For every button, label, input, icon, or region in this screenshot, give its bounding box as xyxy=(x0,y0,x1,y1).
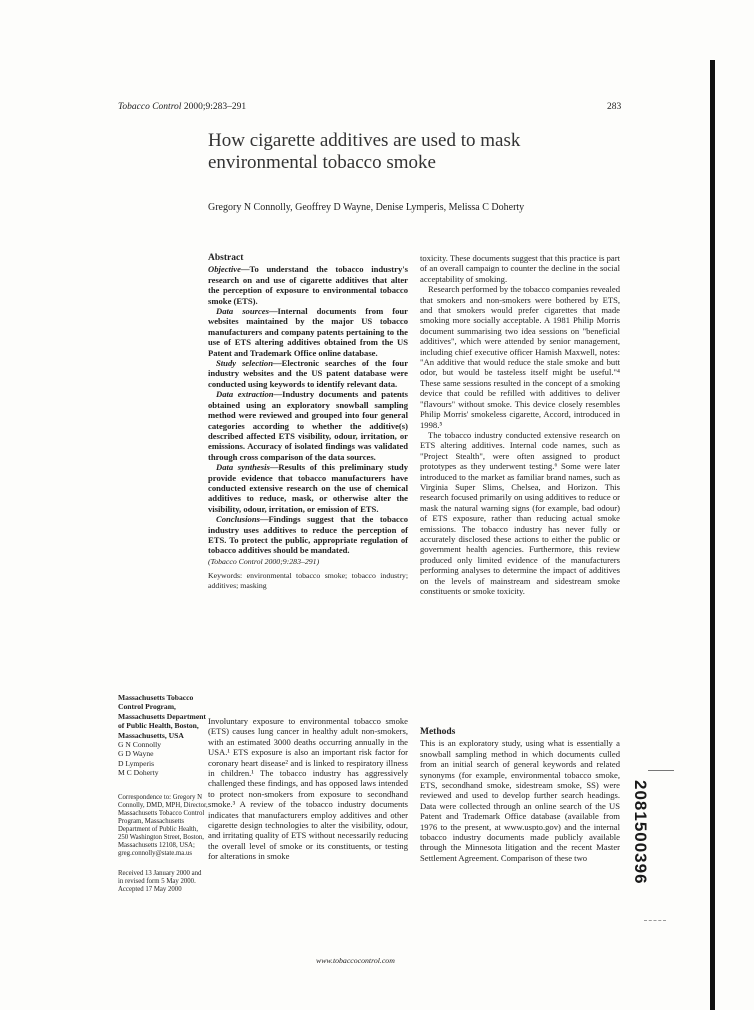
footer-url: www.tobaccocontrol.com xyxy=(316,956,395,965)
abstract-data-sources: Data sources—Internal documents from four websites maintained by the major US tobacco manufacturers and company patents pertaining to the use of ETS altering additives obtained from the US Patent and Trademark Office online database. xyxy=(208,306,408,358)
sidebar-received-dates: Received 13 January 2000 and in revised form 5 May 2000. Accepted 17 May 2000 xyxy=(118,870,202,893)
abstract-citation: (Tobacco Control 2000;9:283–291) xyxy=(208,556,320,566)
author-list: Gregory N Connolly, Geoffrey D Wayne, Denise Lymperis, Melissa C Doherty xyxy=(208,202,525,213)
abstract-data-synthesis: Data synthesis—Results of this preliminary study provide evidence that tobacco manufacturers have conducted extensive research on the use of chemical additives to reduce, mask, or otherwise alter the visibility, odour, irritation, or emission of ETS. xyxy=(208,462,408,514)
abstract-study-selection: Study selection—Electronic searches of the four industry websites and the US patent database were conducted using keywords to identify relevant data. xyxy=(208,358,409,389)
abstract-block xyxy=(208,253,408,591)
body-paragraph: toxicity. These documents suggest that this practice is part of an overall campaign to counter the decline in the social acceptability of smoking. xyxy=(420,253,620,284)
body-paragraph: The tobacco industry conducted extensive research on ETS altering additives. Internal code names, such as "Project Stealth", were often assigned to product prototypes as they underwent testing.⁶ Some were later introduced to the market as familiar brand names, such as Virginia Super Slims, Chelsea, and Horizon. This research focused primarily on using additives to reduce or mask the natural warning signs (for example, bad odour) of ETS exposure, rather than reducing actual smoke emissions. The tobacco industry has never fully or accurately disclosed these actions to either the public or government health agencies. Furthermore, this review produced only limited evidence of the manufacturers performing analyses to determine the impact of additives on the levels of mainstream and sidestream smoke constituents or smoke toxicity. xyxy=(420,429,620,596)
methods-text: This is an exploratory study, using what is essentially a snowball sampling method in which documents culled from an initial search of general keywords and related synonyms (for example, environmental tobacco smoke, ETS, secondhand smoke, sidestream smoke, SS) were reviewed and used to develop further search headings. Data were collected through an online search of the US Patent and Trademark Office database (available from 1976 to the present, at www.uspto.gov) and the internal tobacco industry documents made publicly available through the Minnesota litigation and the recent Master Settlement Agreement. Comparison of these two xyxy=(420,738,620,863)
scan-mark-line xyxy=(648,770,674,771)
abstract-data-extraction: Data extraction—Industry documents and patents obtained using an exploratory snowball sampling method were reviewed and grouped into four general categories according to whether the additive(s) described affected ETS visibility, odour, irritation, or emissions. Accuracy of isolated findings was validated through cross comparison of the data sources. xyxy=(208,389,408,462)
abstract-objective: Objective—To understand the tobacco industry's research on and use of cigarette additives that alter the perception of exposure to environmental tobacco smoke (ETS). xyxy=(208,264,408,306)
journal-volume: 2000;9:283–291 xyxy=(183,102,247,112)
keywords: Keywords: environmental tobacco smoke; tobacco industry; additives; masking xyxy=(208,571,408,591)
document-bates-number: 2081500396 xyxy=(631,780,650,885)
methods-section xyxy=(420,727,620,863)
introduction-paragraph: Involuntary exposure to environmental tobacco smoke (ETS) causes lung cancer in healthy adult non-smokers, with an estimated 3000 deaths occurring annually in the USA.¹ ETS exposure is also an important risk factor for coronary heart disease² and is linked to respiratory illness in children.¹ The tobacco industry has aggressively challenged these findings, and has opposed laws intended to protect non-smokers from exposure to secondhand smoke.³ A review of the tobacco industry documents indicates that manufacturers employ additives and other cigarette design technologies to alter the visibility, odour, and irritating quality of ETS without necessarily reducing the overall level of smoke or its constituents, or testing for alterations in smoke xyxy=(208,716,408,862)
sidebar-correspondence: Correspondence to: Gregory N Connolly, DMD, MPH, Director, Massachusetts Tobacco Control Program, Massachusetts Department of Public Health, 250 Washington Street, Boston, Massachusetts 12108, USA; greg.connolly@state.ma.us xyxy=(118,794,208,857)
abstract-conclusions: Conclusions—Findings suggest that the tobacco industry uses additives to reduce the perception of ETS. To protect the public, appropriate regulation of tobacco additives should be mandated. xyxy=(208,514,408,556)
right-column-body xyxy=(420,253,620,596)
sidebar-affiliation: Massachusetts Tobacco Control Program, Massachusetts Department of Public Health, Boston, Massachusetts, USA G N Connolly G D Wayne D Lymperis M C Doherty xyxy=(118,693,206,778)
body-paragraph: Research performed by the tobacco companies revealed that smokers and non-smokers were bothered by ETS, and that smokers would prefer cigarettes that made smoking more socially acceptable. A 1981 Philip Morris document summarising two idea sessions on "beneficial additives", which were attended by senior management, including chief executive officer Hamish Maxwell, notes: "An additive that would reduce the stale smoke and butt odor, but would be tasteless itself might be useful."⁴ These same sessions resulted in the concept of a smoking device that could be refilled with additives to deliver "flavours" without smoke. This device closely resembles Philip Morris' smokeless cigarette, Accord, introduced in 1998.⁵ xyxy=(420,284,620,430)
article-title: How cigarette additives are used to mask environmental tobacco smoke xyxy=(208,130,521,173)
page-number: 283 xyxy=(607,102,622,112)
journal-citation-header xyxy=(118,102,246,112)
scan-edge-bar xyxy=(710,60,715,1010)
methods-heading: Methods xyxy=(420,727,456,737)
scan-mark-line xyxy=(644,920,666,921)
abstract-heading: Abstract xyxy=(208,253,244,263)
journal-name: Tobacco Control xyxy=(118,102,182,112)
